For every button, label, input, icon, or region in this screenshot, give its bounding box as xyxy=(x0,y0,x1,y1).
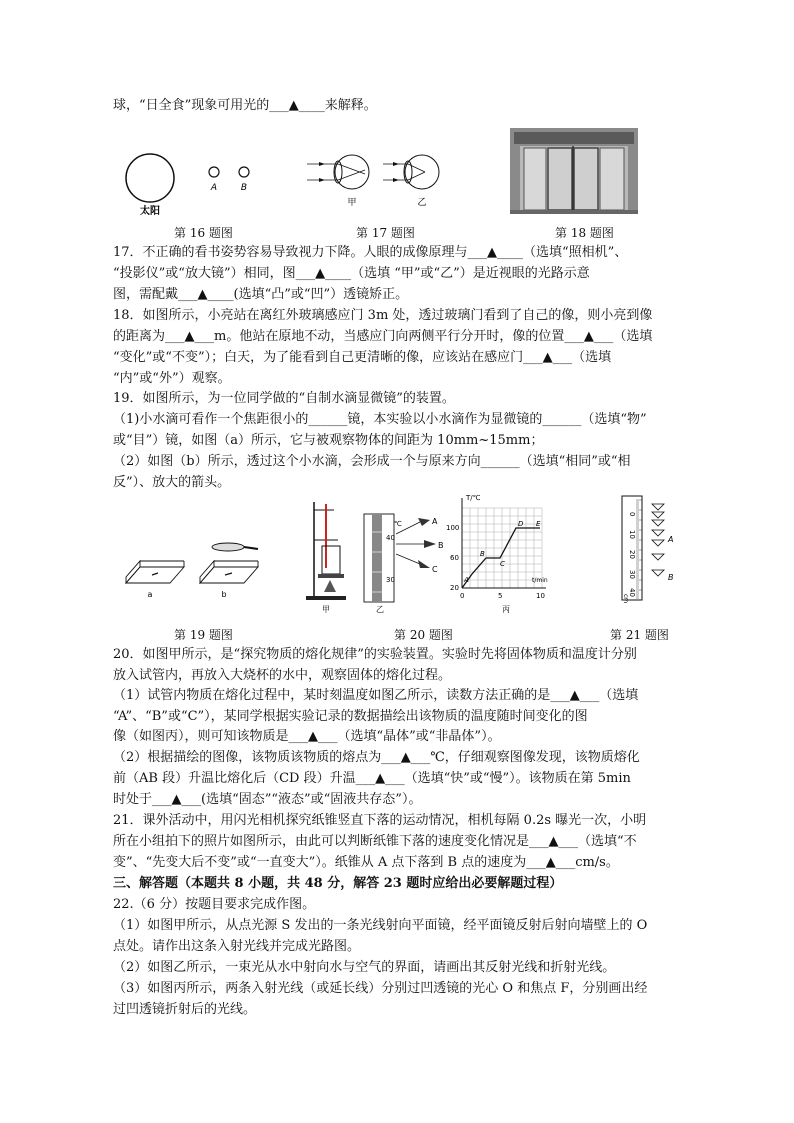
fig19b-stand xyxy=(200,543,258,583)
q17-line3: 图，需配戴___▲____(选填“凸”或“凹”）透镜矫正。 xyxy=(113,287,409,302)
fig20-thermometer xyxy=(364,514,444,602)
section-3-heading: 三、解答题（本题共 8 小题，共 48 分，解答 23 题时应给出必要解题过程） xyxy=(113,876,563,891)
melting-curve xyxy=(462,528,540,588)
graph-ylabel: T/℃ xyxy=(466,494,481,502)
ruler-40: 40 xyxy=(628,588,636,597)
q18-line2: 的距离为___▲___m。他站在原地不动，当感应门向两侧平行分开时，像的位置___▲___（选填 xyxy=(113,329,653,344)
q19-line3: 或“目”）镜，如图（a）所示，它与被观察物体的间距为 10mm~15mm； xyxy=(113,433,544,448)
graph-a: A xyxy=(464,576,469,584)
fig21-diagram xyxy=(618,494,684,604)
q20-line5: 像（如图丙），则可知该物质是___▲___（选填“晶体”或“非晶体”）。 xyxy=(113,729,501,744)
fig17-jia-label: 甲 xyxy=(347,198,357,208)
paper-cone-image xyxy=(652,530,664,536)
paper-cone-image xyxy=(652,570,664,576)
q20-line8: 时处于___▲___(选填“固态”“液态”或“固液共存态”）。 xyxy=(113,792,422,807)
caption-fig18: 第 18 题图 xyxy=(555,226,614,240)
q21-line2: 所在小组拍下的照片如图所示，由此可以判断纸锥下落的速度变化情况是___▲___（选填“不 xyxy=(113,834,637,849)
q20-line7: 前（AB 段）升温比熔化后（CD 段）升温___▲___（选填“快”或“慢”）。该物质在第 5min xyxy=(113,771,631,786)
fig19-diagram xyxy=(122,535,262,601)
fig19-b-label: b xyxy=(221,590,227,599)
graph-e: E xyxy=(536,520,541,528)
fig20-jia-label: 甲 xyxy=(322,605,330,614)
paper-cone-image xyxy=(652,520,664,526)
paper-cone-image xyxy=(652,554,664,560)
ruler-b-label: B xyxy=(668,573,674,582)
eye-jia xyxy=(307,155,369,189)
paper-cone-image xyxy=(652,504,664,510)
q19-line1: 19．如图所示，为一位同学做的“自制水滴显微镜”的装置。 xyxy=(113,391,455,406)
fig20-graph xyxy=(446,494,548,600)
q22-line4: （2）如图乙所示，一束光从水中射向水与空气的界面，请画出其反射光线和折射光线。 xyxy=(113,960,616,975)
q17-line2: “投影仪”或“放大镜”）相同，图___▲____（选填 “甲”或“乙”）是近视眼的光路示意 xyxy=(113,266,590,281)
read-c-label: C xyxy=(432,565,438,574)
graph-d: D xyxy=(518,520,524,528)
graph-y60: 60 xyxy=(450,554,459,562)
graph-b: B xyxy=(480,550,485,558)
q17-line1: 17．不正确的看书姿势容易导致视力下降。人眼的成像原理与___▲____（选填“照相机”、 xyxy=(113,245,628,260)
paper-cone-image xyxy=(652,540,664,546)
eye-yi xyxy=(383,155,439,189)
q22-line5: （3）如图丙所示，两条入射光线（或延长线）分别过凹透镜的光心 O 和焦点 F，分别画出经 xyxy=(113,981,648,996)
caption-fig21: 第 21 题图 xyxy=(610,628,669,642)
q20-line4: “A”、“B”或“C”），某同学根据实验记录的数据描绘出该物质的温度随时间变化的图 xyxy=(113,709,588,724)
paper-cone-image xyxy=(652,512,664,518)
fig17-diagram xyxy=(305,148,455,210)
q20-line2: 放入试管内，再放入大烧杯的水中，观察固体的熔化过程。 xyxy=(113,668,452,683)
fig16-a-label: A xyxy=(210,183,218,193)
ruler-a-label: A xyxy=(668,535,674,544)
q21-line1: 21．课外活动中，用闪光相机探究纸锥竖直下落的运动情况，相机每隔 0.2s 曝光一次，小明 xyxy=(113,813,647,828)
ruler-20: 20 xyxy=(628,550,636,559)
q18-line4: “内”或“外”）观察。 xyxy=(113,371,231,386)
graph-y20: 20 xyxy=(450,584,459,592)
fig17-yi-label: 乙 xyxy=(417,198,427,208)
fig18-door-photo xyxy=(510,128,638,214)
read-b-label: B xyxy=(438,541,444,550)
q19-line5: 反”）、放大的箭头。 xyxy=(113,475,231,490)
q19-line4: （2）如图（b）所示，透过这个小水滴，会形成一个与原来方向______（选填“相同”或“相 xyxy=(113,454,631,469)
fig19a-stand xyxy=(126,561,184,583)
fig20-yi-label: 乙 xyxy=(376,605,384,614)
fig20-diagram xyxy=(300,492,560,618)
q18-line1: 18．如图所示，小亮站在离红外玻璃感应门 3m 处，透过玻璃门看到了自己的像，则小亮到像 xyxy=(113,308,653,323)
q19-line2: （1)小水滴可看作一个焦距很小的______镜，本实验以小水滴作为显微镜的______（选填“物” xyxy=(113,412,647,427)
q22-line2: （1）如图甲所示，从点光源 S 发出的一条光线射向平面镜，经平面镜反射后射向墙壁上的 O xyxy=(113,918,648,933)
q20-line6: （2）根据描绘的图像，该物质该物质的熔点为___▲___℃，仔细观察图像发现，该物质熔化 xyxy=(113,750,640,765)
ruler-30: 30 xyxy=(628,570,636,579)
ruler-unit: cm xyxy=(622,594,629,604)
therm-40-label: 40 xyxy=(386,534,395,542)
q16-tail: 球，“日全食”现象可用光的___▲____来解释。 xyxy=(113,98,377,113)
ruler-10: 10 xyxy=(628,530,636,539)
q22-line1: 22.（6 分）按题目要求完成作图。 xyxy=(113,897,316,912)
q21-line3: 变”、“先变大后不变”或“一直变大”）。纸锥从 A 点下落到 B 点的速度为___▲___cm/s。 xyxy=(113,855,619,870)
graph-x0: 0 xyxy=(460,592,465,600)
caption-fig20: 第 20 题图 xyxy=(394,628,453,642)
read-a-label: A xyxy=(432,517,438,526)
caption-fig16: 第 16 题图 xyxy=(174,226,233,240)
q18-line3: “变化”或“不变”）；白天，为了能看到自己更清晰的像，应该站在感应门___▲___（选填 xyxy=(113,350,612,365)
graph-y100: 100 xyxy=(446,524,460,532)
fig16-b-label: B xyxy=(240,183,248,193)
q20-line3: （1）试管内物质在熔化过程中，某时刻温度如图乙所示，读数方法正确的是___▲___（选填 xyxy=(113,688,639,703)
graph-x5: 5 xyxy=(498,592,503,600)
caption-fig19: 第 19 题图 xyxy=(174,628,233,642)
fig20-bing-label: 丙 xyxy=(502,605,510,614)
ruler-0: 0 xyxy=(628,512,636,517)
fig20-apparatus xyxy=(306,502,346,600)
q22-line3: 点处。请作出这条入射光线并完成光路图。 xyxy=(113,939,361,954)
graph-c: C xyxy=(500,560,505,568)
therm-unit-label: ℃ xyxy=(394,520,402,528)
fig19-a-label: a xyxy=(147,590,153,599)
fig16-diagram xyxy=(120,150,270,220)
fig16-sun-label: 太阳 xyxy=(140,206,160,217)
q22-line6: 过凹透镜折射后的光线。 xyxy=(113,1002,257,1017)
therm-30-label: 30 xyxy=(386,576,395,584)
graph-xlabel: t/min xyxy=(532,577,548,584)
caption-fig17: 第 17 题图 xyxy=(356,226,415,240)
q20-line1: 20．如图甲所示，是“探究物质的熔化规律”的实验装置。实验时先将固体物质和温度计分别 xyxy=(113,647,637,662)
graph-x10: 10 xyxy=(536,592,545,600)
